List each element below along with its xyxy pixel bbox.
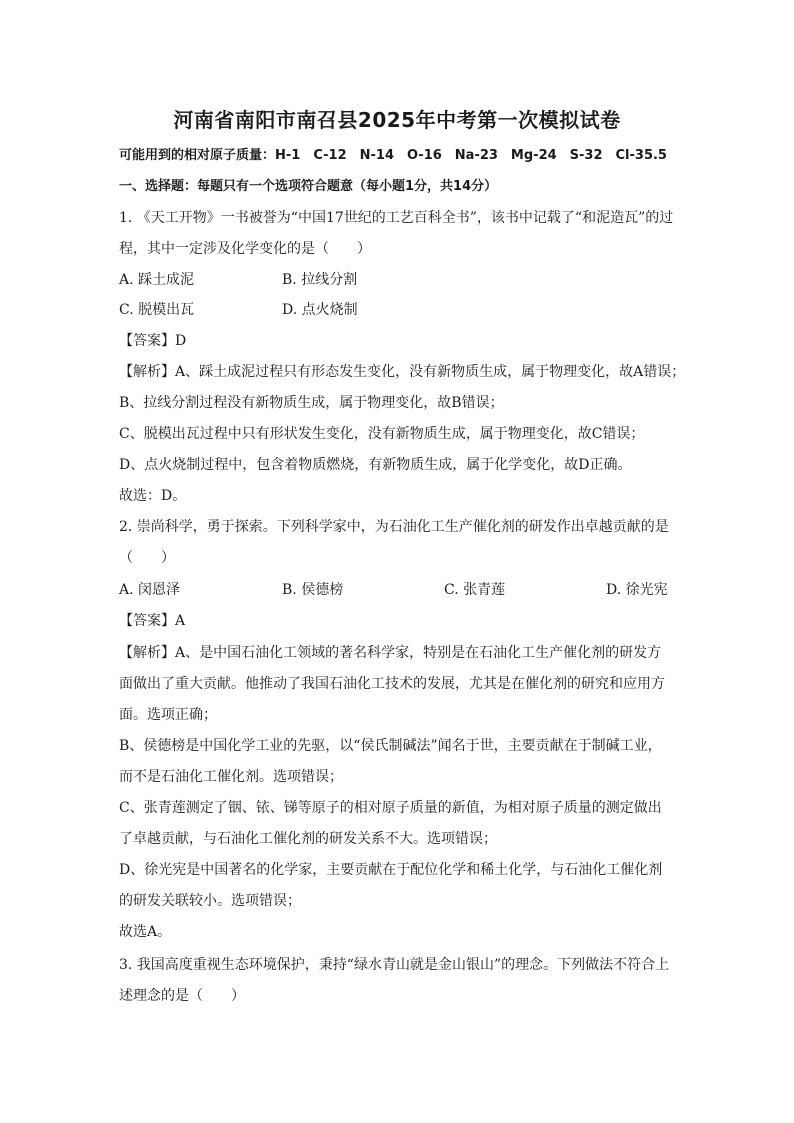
- q3-stem-line1: 3. 我国高度重视生态环境保护，秉持“绿水青山就是金山银山”的理念。下列做法不符合上: [119, 957, 670, 973]
- q2-analysis-line: 面。选项正确；: [119, 707, 217, 723]
- q2-analysis-line: 面做出了重大贡献。他推动了我国石油化工技术的发展，尤其是在催化剂的研究和应用方: [119, 676, 665, 692]
- q1-analysis-line: C、脱模出瓦过程中只有形状发生变化，没有新物质生成，属于物理变化，故C错误；: [119, 426, 645, 442]
- q1-option-d: D. 点火烧制: [282, 302, 358, 318]
- q2-option-a: A. 闵恩泽: [119, 582, 181, 598]
- q2-analysis-line: B、侯德榜是中国化学工业的先驱，以“侯氏制碱法”闻名于世，主要贡献在于制碱工业，: [119, 738, 662, 754]
- q2-answer: 【答案】A: [119, 613, 186, 629]
- q2-option-d: D. 徐光宪: [606, 582, 668, 598]
- q2-analysis-line: C、张青莲测定了铟、铱、锑等原子的相对原子质量的新值，为相对原子质量的测定做出: [119, 800, 662, 816]
- q1-analysis-line: 【解析】A、踩土成泥过程只有形态发生变化，没有新物质生成，属于物理变化，故A错误；: [119, 364, 686, 380]
- q1-answer: 【答案】D: [119, 333, 187, 349]
- q1-option-b: B. 拉线分割: [282, 272, 358, 288]
- q2-analysis-line: 故选A。: [119, 924, 172, 940]
- q1-analysis-line: D、点火烧制过程中，包含着物质燃烧，有新物质生成，属于化学变化，故D正确。: [119, 457, 632, 473]
- q2-analysis-line: D、徐光宪是中国著名的化学家，主要贡献在于配位化学和稀土化学，与石油化工催化剂: [119, 862, 663, 878]
- q2-option-b: B. 侯德榜: [282, 582, 344, 598]
- q1-option-c: C. 脱模出瓦: [119, 302, 195, 318]
- q3-stem-line2: 述理念的是（ ）: [119, 988, 245, 1004]
- q1-analysis-line: B、拉线分割过程没有新物质生成，属于物理变化，故B错误；: [119, 395, 504, 411]
- q2-analysis-line: 而不是石油化工催化剂。选项错误；: [119, 769, 343, 785]
- q2-analysis-line: 的研发关联较小。选项错误；: [119, 893, 301, 909]
- q2-stem-line2: （ ）: [119, 550, 175, 566]
- q1-stem-line1: 1. 《天工开物》一书被誉为“中国17世纪的工艺百科全书”，该书中记载了“和泥造瓦”的过: [119, 210, 674, 226]
- q1-stem-line2: 程，其中一定涉及化学变化的是（ ）: [119, 241, 371, 257]
- atomic-masses-line: 可能用到的相对原子质量：H-1 C-12 N-14 O-16 Na-23 Mg-24 S-32 Cl-35.5: [119, 148, 667, 163]
- q1-option-a: A. 踩土成泥: [119, 272, 195, 288]
- document-title: 河南省南阳市南召县2025年中考第一次模拟试卷: [173, 108, 621, 132]
- q1-analysis-line: 故选：D。: [119, 488, 187, 504]
- q2-stem-line1: 2. 崇尚科学，勇于探索。下列科学家中，为石油化工生产催化剂的研发作出卓越贡献的是: [119, 519, 669, 535]
- q2-option-c: C. 张青莲: [444, 582, 506, 598]
- section-heading: 一、选择题：每题只有一个选项符合题意（每小题1分，共14分）: [119, 179, 498, 194]
- q2-analysis-line: 了卓越贡献，与石油化工催化剂的研发关系不大。选项错误；: [119, 831, 497, 847]
- q2-analysis-line: 【解析】A、是中国石油化工领域的著名科学家，特别是在石油化工生产催化剂的研发方: [119, 645, 662, 661]
